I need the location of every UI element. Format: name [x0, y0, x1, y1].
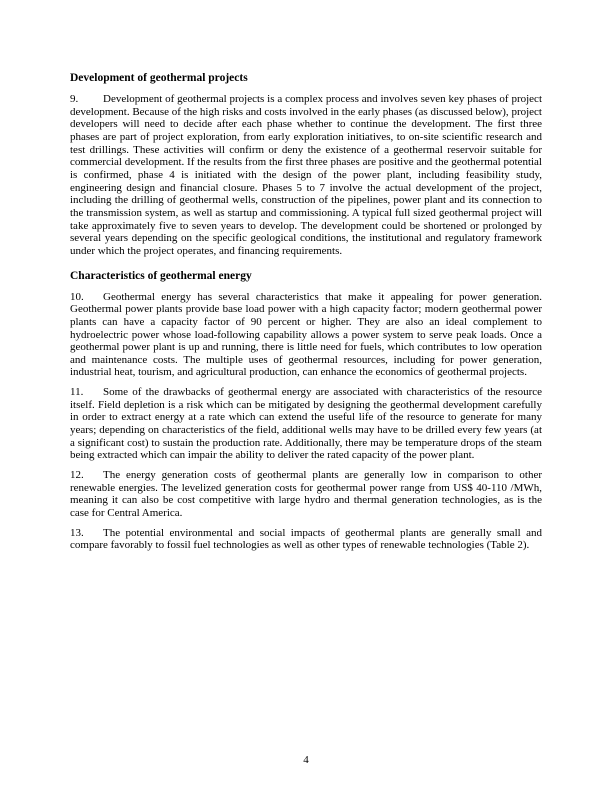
- section-heading-characteristics: Characteristics of geothermal energy: [70, 269, 252, 282]
- paragraph-number: 13.: [70, 526, 84, 539]
- section-heading-development: Development of geothermal projects: [70, 72, 248, 84]
- paragraph-13: [70, 527, 542, 552]
- paragraph-9: [70, 93, 542, 258]
- paragraph-text: Geothermal energy has several characteristics that make it appealing for power generation. Geothermal power plants provide base load power with a high capacity factor; modern geothermal power plants can have a capacity factor of 90 percent or higher. They are also an ideal complement to hydroelectric power whose load-following capability allows a power system to serve peak loads. Once a geothermal power plant is up and running, there is little need for fuels, which contributes to low operation and maintenance costs. The multiple uses of geothermal resources, including for power generation, industrial heat, tourism, and agricultural production, can enhance the economics of geothermal projects.: [70, 290, 542, 379]
- paragraph-text: Some of the drawbacks of geothermal energy are associated with characteristics of the resource itself. Field depletion is a risk which can be mitigated by designing the geothermal development carefully in order to extract energy at a rate which can extend the useful life of the resource to generate for many years; depending on characteristics of the field, additional wells may have to be drilled every few years (at a significant cost) to sustain the production rate. Additionally, there may be temperature drops of the steam being extracted which can impair the ability to deliver the rated capacity of the power plant.: [70, 386, 542, 462]
- paragraph-text: The energy generation costs of geothermal plants are generally low in comparison to other renewable energies. The levelized generation costs for geothermal power range from US$ 40-110 /MWh, meaning it can also be cost competitive with large hydro and thermal generation technologies, as is the case for Central America.: [70, 469, 542, 520]
- paragraph-number: 9.: [70, 93, 79, 105]
- paragraph-text: Development of geothermal projects is a complex process and involves seven key phases of project development. Because of the high risks and costs involved in the early phases (as discussed below), project developers will need to decide after each phase whether to continue the development. The first three phases are part of project exploration, from early exploration initiatives, to on-site scientific research and test drillings. These activities will confirm or deny the existence of a geothermal reservoir suitable for commercial development. If the results from the first three phases are positive and the geothermal potential is confirmed, phase 4 is initiated with the design of the power plant, including feasibility study, engineering design and financial closure. Phases 5 to 7 involve the actual development of the project, including the drilling of geothermal wells, construction of the pipelines, power plant and its connection to the transmission system, as well as startup and commissioning. A typical full sized geothermal project will take approximately five to seven years to develop. The development could be shortened or prolonged by several years depending on the specific geological conditions, the institutional and regulatory framework under which the project operates, and financing requirements.: [70, 93, 542, 257]
- paragraph-12: [70, 469, 542, 520]
- paragraph-number: 11.: [70, 386, 84, 399]
- paragraph-number: 10.: [70, 290, 84, 303]
- paragraph-11: [70, 386, 542, 462]
- page-number: 4: [303, 754, 309, 766]
- paragraph-text: The potential environmental and social impacts of geothermal plants are generally small and compare favorably to fossil fuel technologies as well as other types of renewable technologies (Table 2).: [70, 526, 542, 552]
- paragraph-10: [70, 291, 542, 380]
- paragraph-number: 12.: [70, 469, 84, 482]
